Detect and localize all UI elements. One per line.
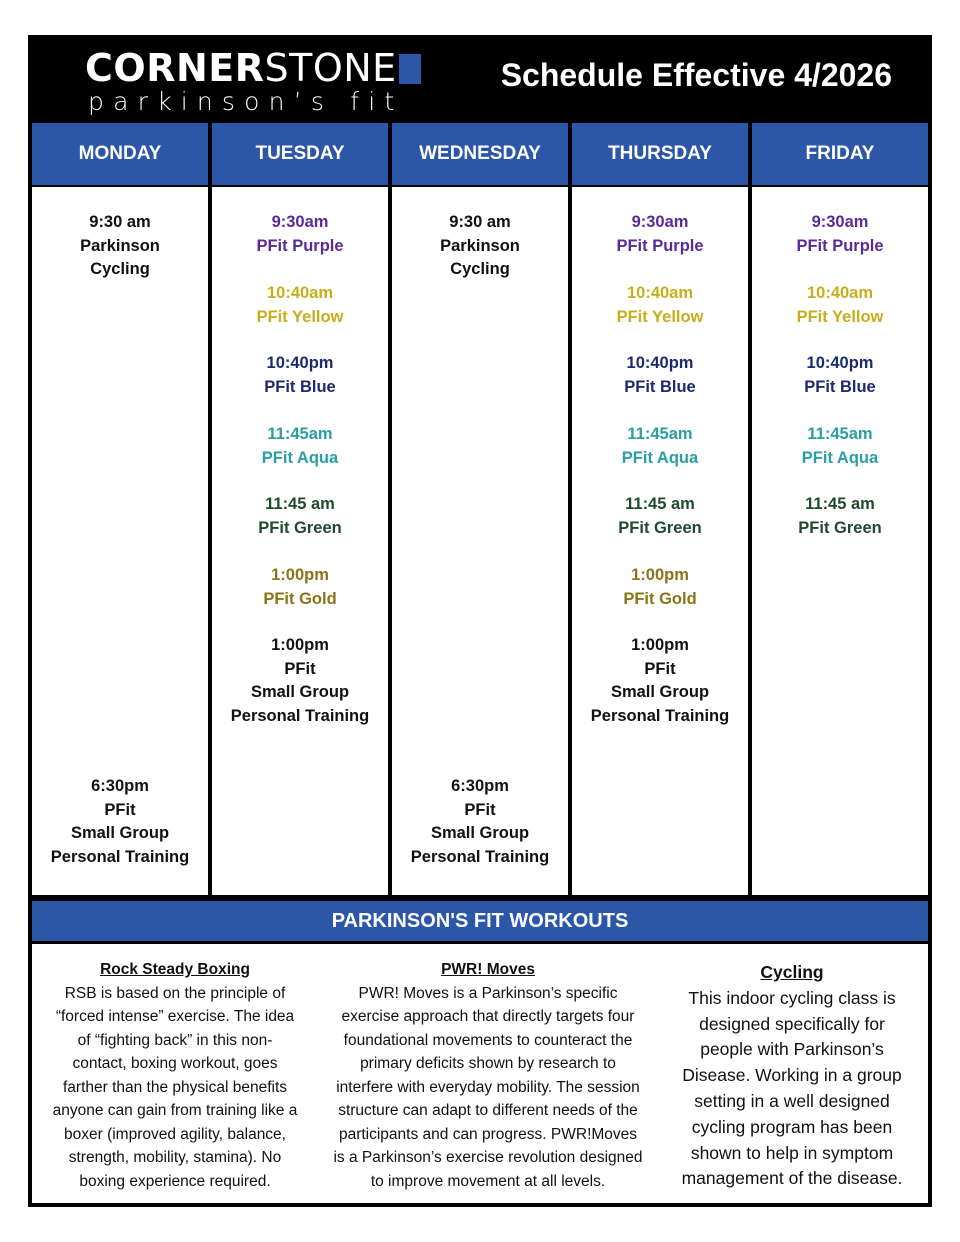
class-name-line: PFit Blue (624, 377, 696, 396)
description-line: interfere with everyday mobility. The session (336, 1078, 640, 1096)
day-column-tuesday (212, 123, 388, 725)
class-name-line: PFit Gold (623, 589, 697, 608)
class-time: 11:45am (807, 425, 873, 443)
day-body (212, 187, 388, 895)
day-header: TUESDAY (212, 123, 388, 185)
class-name-line: PFit (104, 800, 136, 819)
workout-cycling (672, 960, 912, 1192)
day-header: FRIDAY (752, 123, 928, 185)
description-line: This indoor cycling class is (688, 987, 896, 1008)
class-time: 9:30am (271, 213, 329, 231)
class-name-line: PFit Yellow (256, 307, 344, 326)
class-time: 9:30am (811, 213, 869, 231)
class-entry (212, 564, 388, 611)
class-name-line: Parkinson (440, 236, 520, 255)
class-name-line: PFit Purple (616, 236, 704, 255)
class-time: 1:00pm (631, 566, 689, 584)
day-header: WEDNESDAY (392, 123, 568, 185)
class-entry (212, 282, 388, 329)
schedule-frame (28, 35, 932, 1207)
day-header: THURSDAY (572, 123, 748, 185)
logo-tagline: parkinson’s fit (88, 87, 404, 116)
class-entry (752, 211, 928, 258)
workout-title: Rock Steady Boxing (100, 961, 250, 978)
description-line: of “fighting back” in this non- (77, 1031, 273, 1049)
class-name-line: Personal Training (590, 706, 730, 725)
class-time: 1:00pm (631, 636, 689, 654)
class-name-line: PFit Blue (804, 377, 876, 396)
description-line: RSB is based on the principle of (64, 984, 286, 1002)
description-line: PWR! Moves is a Parkinson’s specific (358, 984, 618, 1002)
day-header: MONDAY (32, 123, 208, 185)
class-time: 10:40pm (806, 354, 874, 372)
workout-pwr-moves (332, 958, 644, 1193)
class-entry (752, 423, 928, 470)
description-line: farther than the physical benefits (62, 1078, 288, 1096)
description-line: exercise approach that directly targets four (341, 1008, 635, 1025)
class-name-line: PFit (644, 659, 676, 678)
class-name-line: Personal Training (230, 706, 370, 725)
class-entry (392, 775, 568, 869)
class-time: 9:30am (631, 213, 689, 231)
class-entry (752, 352, 928, 399)
class-name-line: Small Group (70, 824, 170, 842)
logo-bold-text: CORNER (85, 46, 265, 90)
class-time: 10:40pm (266, 354, 334, 372)
class-time: 1:00pm (271, 566, 329, 584)
class-time: 10:40am (806, 284, 874, 302)
class-name-line: PFit (464, 800, 496, 819)
header (28, 35, 932, 123)
description-line: designed specifically for (699, 1013, 885, 1034)
class-name-line: PFit Purple (256, 236, 344, 255)
class-time: 6:30pm (451, 777, 509, 795)
description-line: anyone can gain from training like a (52, 1102, 298, 1119)
class-entry (572, 493, 748, 540)
class-entry (752, 282, 928, 329)
class-time: 9:30 am (89, 213, 151, 231)
class-name-line: PFit Gold (263, 589, 337, 608)
workout-description (332, 982, 644, 1194)
class-entry (212, 423, 388, 470)
class-name-line: PFit Green (798, 518, 882, 537)
description-line: shown to help in symptom (690, 1142, 894, 1163)
class-name-line: PFit Yellow (616, 307, 704, 326)
class-name-line: PFit Purple (796, 236, 884, 255)
class-time: 1:00pm (271, 636, 329, 654)
workouts-heading: PARKINSON'S FIT WORKOUTS (32, 901, 928, 941)
class-name-line: Cycling (90, 260, 150, 278)
class-name-line: PFit Green (618, 518, 702, 537)
class-time: 9:30 am (449, 213, 511, 231)
description-line: setting in a well designed (694, 1090, 890, 1111)
description-line: boxing experience required. (79, 1172, 271, 1190)
description-line: Disease. Working in a group (682, 1065, 902, 1086)
class-time: 10:40am (266, 284, 334, 302)
class-time: 6:30pm (91, 777, 149, 795)
class-entry (752, 493, 928, 540)
class-entry (212, 211, 388, 258)
day-column-thursday (572, 123, 748, 725)
description-line: primary deficits shown by research to (360, 1055, 616, 1072)
class-name-line: Small Group (430, 824, 530, 842)
class-entry (572, 423, 748, 470)
day-column-monday (32, 123, 208, 866)
class-time: 11:45 am (805, 495, 875, 513)
logo-mark-icon (399, 54, 421, 84)
class-name-line: Small Group (610, 683, 710, 701)
day-body (752, 187, 928, 895)
description-line: to improve movement at all levels. (370, 1172, 606, 1190)
class-name-line: PFit Yellow (796, 307, 884, 326)
description-line: is a Parkinson’s exercise revolution designed (333, 1149, 643, 1166)
schedule-title: Schedule Effective 4/2026 (500, 57, 892, 93)
class-time: 11:45am (627, 425, 693, 443)
day-body (572, 187, 748, 895)
class-name-line: PFit Aqua (801, 448, 879, 467)
logo (85, 46, 421, 90)
class-entry (32, 211, 208, 282)
class-entry (32, 775, 208, 869)
class-name-line: Personal Training (50, 847, 190, 866)
description-line: strength, mobility, stamina). No (68, 1149, 282, 1166)
class-time: 10:40pm (626, 354, 694, 372)
class-name-line: Small Group (250, 683, 350, 701)
logo-light-text: STONE (264, 46, 397, 90)
workout-description (44, 982, 306, 1194)
description-line: cycling program has been (691, 1116, 893, 1137)
class-entry (212, 493, 388, 540)
class-entry (572, 352, 748, 399)
workout-title: Cycling (760, 962, 824, 982)
class-name-line: PFit (284, 659, 316, 678)
class-name-line: Parkinson (80, 236, 160, 255)
class-entry (212, 352, 388, 399)
class-name-line: Cycling (450, 260, 510, 278)
class-name-line: PFit Blue (264, 377, 336, 396)
class-time: 10:40am (626, 284, 694, 302)
description-line: “forced intense” exercise. The idea (55, 1008, 295, 1025)
workout-description (672, 986, 912, 1192)
day-column-wednesday (392, 123, 568, 866)
class-time: 11:45 am (625, 495, 695, 513)
day-body (392, 187, 568, 895)
class-time: 11:45am (267, 425, 333, 443)
description-line: management of the disease. (681, 1168, 903, 1189)
class-entry (572, 282, 748, 329)
workouts-section (32, 944, 928, 1203)
class-name-line: PFit Aqua (621, 448, 699, 467)
class-name-line: Personal Training (410, 847, 550, 866)
workout-rock-steady-boxing (44, 958, 306, 1193)
class-name-line: PFit Green (258, 518, 342, 537)
class-time: 11:45 am (265, 495, 335, 513)
class-entry (212, 634, 388, 728)
day-column-friday (752, 123, 928, 537)
description-line: foundational movements to counteract the (343, 1031, 633, 1049)
class-entry (572, 564, 748, 611)
description-line: contact, boxing workout, goes (72, 1055, 278, 1072)
class-entry (392, 211, 568, 282)
description-line: people with Parkinson’s (700, 1039, 884, 1060)
class-name-line: PFit Aqua (261, 448, 339, 467)
class-entry (572, 634, 748, 728)
class-entry (572, 211, 748, 258)
day-body (32, 187, 208, 895)
workout-title: PWR! Moves (441, 961, 535, 978)
description-line: boxer (improved agility, balance, (64, 1125, 286, 1143)
description-line: structure can adapt to different needs of the (338, 1102, 638, 1119)
description-line: participants and can progress. PWR!Moves (338, 1125, 638, 1143)
